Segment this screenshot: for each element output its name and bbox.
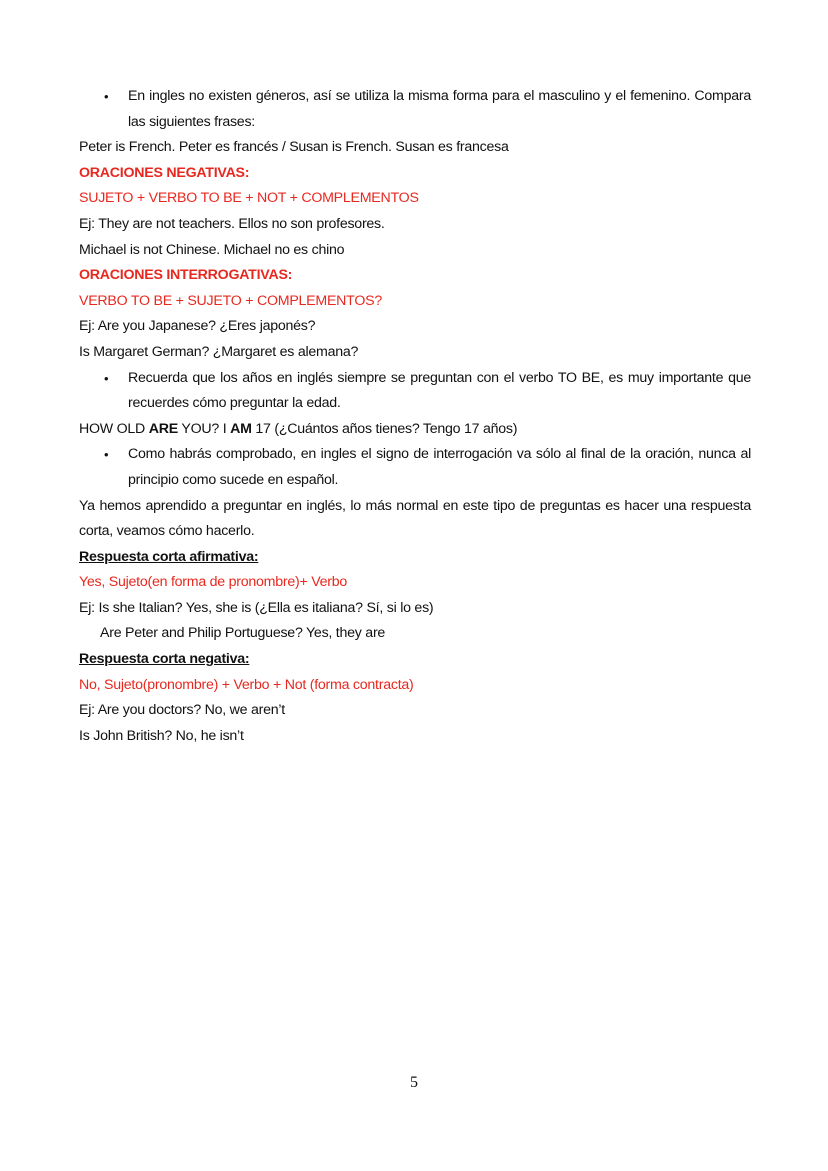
example-line: Is John British? No, he isn’t (79, 727, 244, 744)
bullet-dot: • (104, 447, 109, 463)
bullet-text: En ingles no existen géneros, así se utiliza la misma forma para el masculino y el femenino. Compara las siguientes frases: (128, 88, 751, 130)
page-number: 5 (410, 1074, 418, 1091)
age-text: YOU? I (177, 420, 231, 437)
example-line: Peter is French. Peter es francés / Susan is French. Susan es francesa (79, 139, 509, 156)
section-heading-short-negative (79, 647, 751, 673)
bullet-text: Recuerda que los años en inglés siempre se preguntan con el verbo TO BE, es muy importante que recuerdes cómo preguntar la edad. (128, 369, 751, 412)
example-line: Ej: They are not teachers. Ellos no son profesores. (79, 215, 385, 232)
heading-text: Respuesta corta afirmativa: (79, 548, 259, 565)
formula-negative: SUJETO + VERBO TO BE + NOT + COMPLEMENTOS (79, 190, 419, 207)
page-content (79, 84, 751, 749)
paragraph-short-answers: Ya hemos aprendido a preguntar en inglés, lo más normal en este tipo de preguntas es hacer una respuesta corta, veamos cómo hacerlo. (79, 497, 751, 540)
section-heading-negative: ORACIONES NEGATIVAS: (79, 164, 250, 181)
example-line: Ej: Are you Japanese? ¿Eres japonés? (79, 318, 316, 335)
example-line: Are Peter and Philip Portuguese? Yes, they are (100, 625, 386, 642)
example-line: Is Margaret German? ¿Margaret es alemana? (79, 343, 359, 360)
example-line: Michael is not Chinese. Michael no es chino (79, 241, 345, 258)
bullet-dot: • (104, 370, 109, 386)
age-keyword-am: AM (230, 420, 252, 437)
bullet-genders (79, 84, 751, 135)
example-line: Ej: Is she Italian? Yes, she is (¿Ella es italiana? Sí, si lo es) (79, 599, 434, 616)
age-text: 17 (¿Cuántos años tienes? Tengo 17 años) (251, 420, 518, 437)
heading-text: Respuesta corta negativa: (79, 651, 250, 668)
section-heading-short-affirmative (79, 545, 751, 571)
formula-interrogative: VERBO TO BE + SUJETO + COMPLEMENTOS? (79, 292, 382, 309)
age-example-line (79, 417, 751, 443)
bullet-text: Como habrás comprobado, en ingles el signo de interrogación va sólo al final de la oración, nunca al principio como sucede en español. (128, 446, 751, 488)
section-heading-interrogative: ORACIONES INTERROGATIVAS: (79, 267, 293, 284)
age-keyword-are: ARE (148, 420, 178, 437)
bullet-age (79, 366, 751, 417)
bullet-question-mark (79, 442, 751, 493)
example-line: Ej: Are you doctors? No, we aren’t (79, 702, 285, 719)
formula-short-negative: No, Sujeto(pronombre) + Verbo + Not (forma contracta) (79, 676, 414, 693)
age-text: HOW OLD (79, 420, 149, 437)
formula-short-affirmative: Yes, Sujeto(en forma de pronombre)+ Verbo (79, 574, 348, 591)
bullet-dot: • (104, 89, 109, 104)
